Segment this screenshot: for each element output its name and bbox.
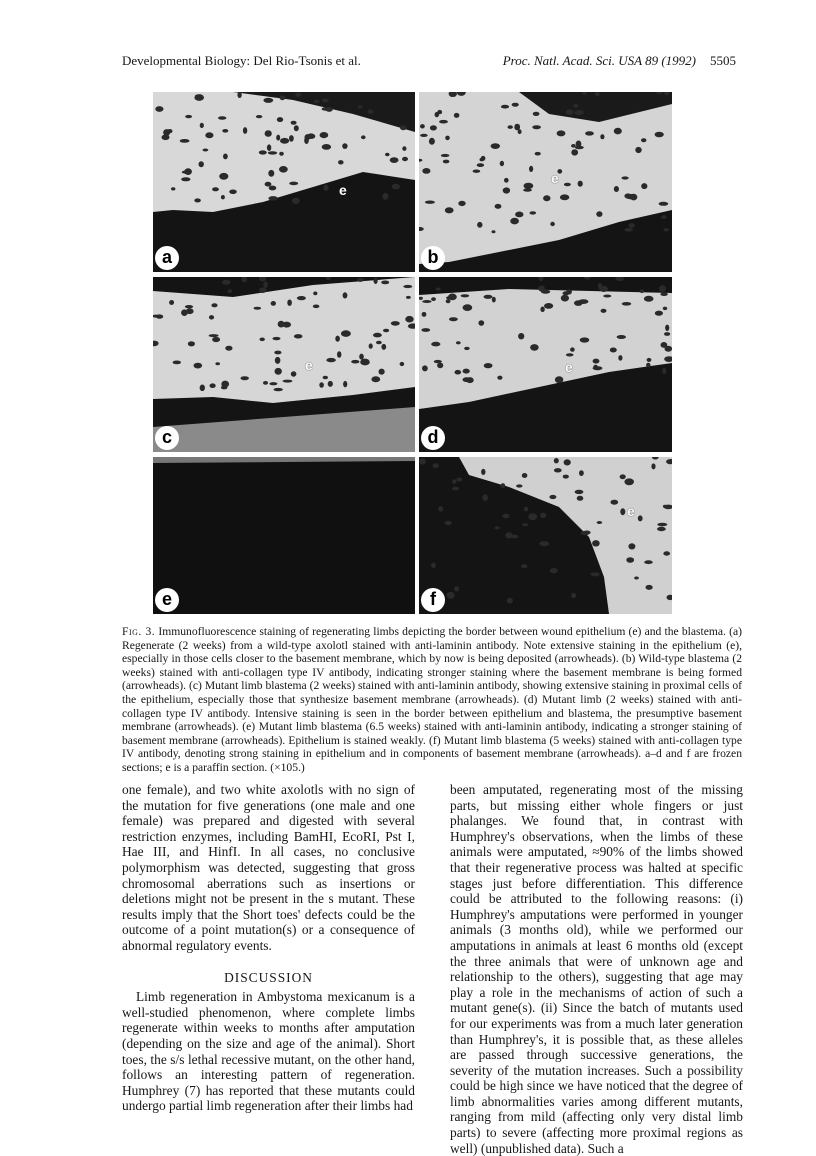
figure-panel-a: [153, 92, 415, 272]
panel-label-b: b: [421, 246, 445, 270]
figure-caption: [122, 625, 742, 775]
figure-panel-e: [153, 457, 415, 614]
left-column: [122, 782, 415, 1114]
epithelium-label-c: e: [305, 357, 313, 373]
panel-label-a: a: [155, 246, 179, 270]
running-header: [122, 53, 736, 71]
panel-label-e: e: [155, 588, 179, 612]
header-citation: [503, 53, 736, 69]
panel-label-c: c: [155, 426, 179, 450]
epithelium-label-b: e: [551, 170, 559, 186]
page-number: 5505: [710, 53, 736, 68]
figure-panel-f: [419, 457, 672, 614]
figure-panel-b: [419, 92, 672, 272]
micrograph-e: [153, 457, 415, 614]
micrograph-a: [153, 92, 415, 272]
panel-label-f: f: [421, 588, 445, 612]
header-journal: Proc. Natl. Acad. Sci. USA 89 (1992): [502, 53, 696, 68]
micrograph-c: [153, 277, 415, 452]
epithelium-label-f: e: [627, 503, 635, 519]
panel-label-d: d: [421, 426, 445, 450]
epithelium-label-d: e: [565, 359, 573, 375]
left-paragraph-1: one female), and two white axolotls with no sign of the mutation for five generations (one male and one female) was prepared and digested with several restriction enzymes, including BamHI, EcoRI, Pst I, Hae III, and HinfI. In all cases, no conclusive polymorphism was detected, suggesting that gross chromosomal aberrations such as insertions or deletions might not be present in the s mutant. These results imply that the Short toes' defects could be the outcome of a point mutation(s) or a consequence of abnormal regulatory events.: [122, 782, 415, 953]
right-paragraph-1: been amputated, regenerating most of the missing parts, but missing either whole fingers or just phalanges. We found that, in contrast with Humphrey's observations, when the limbs of these animals were amputated, ≈90% of the limbs showed that their regenerative process was halted at specific stages just before differentiation. This difference could be attributed to the following reasons: (i) Humphrey's amputations were performed in younger animals (3 months old), while we performed our amputations in animals at least 6 months old (except the three animals that were of unknown age and relationship to the others), suggesting that age may play a role in the mechanisms of action of such a mutant gene(s). (ii) Since the batch of mutants used for our experiments was from a much later generation than Humphrey's, it is possible that, as these alleles are passed through successive generations, the severity of the mutation increases. Such a possibility could be high since we have noticed that the degree of limb abnormalities varies among different mutants, ranging from mild (affecting only very distal limb parts) to severe (affecting more proximal regions as well) (unpublished data). Such a: [450, 782, 743, 1156]
micrograph-b: [419, 92, 672, 272]
figure-panel-d: [419, 277, 672, 452]
figure-panel-c: [153, 277, 415, 452]
micrograph-f: [419, 457, 672, 614]
epithelium-label-a: e: [339, 182, 347, 198]
header-journal-section: Developmental Biology: Del Rio-Tsonis et al.: [122, 53, 361, 68]
caption-text: Immunofluorescence staining of regenerating limbs depicting the border between wound epithelium (e) and the blastema. (a) Regenerate (2 weeks) from a wild-type axolotl stained with anti-laminin antibody. Note extensive staining in the epithelium (e), especially in those cells closer to the basement membrane, which by now is being deposited (arrowheads). (b) Wild-type blastema (2 weeks) stained with anti-collagen type IV antibody, indicating stronger staining where the basement membrane is being formed (arrowheads). (c) Mutant limb blastema (2 weeks) stained with anti-laminin antibody, showing extensive staining in proximal cells of the epithelium, especially those that synthesize basement membrane (arrowheads). (d) Mutant limb (2 weeks) stained with anti-collagen type IV antibody. Intensive staining is seen in the border between epithelium and blastema, the presumptive basement membrane (arrowheads). (e) Mutant limb blastema (6.5 weeks) stained with anti-laminin antibody, indicating a stronger staining of basement membrane (arrowheads). Epithelium is stained weakly. (f) Mutant limb blastema (5 weeks) stained with anti-collagen type IV antibody, denoting strong staining in epithelium and in components of basement membrane (arrowheads). a–d and f are frozen sections; e is a paraffin section. (×105.): [122, 625, 742, 774]
discussion-heading: DISCUSSION: [224, 969, 313, 985]
right-column: [450, 782, 743, 1156]
left-paragraph-2: Limb regeneration in Ambystoma mexicanum is a well-studied phenomenon, where complete limbs regenerate within weeks to months after amputation (depending on the size and age of the animal). Short toes, the s/s lethal recessive mutant, on the other hand, follows an interesting pattern of regeneration. Humphrey (7) has reported that these mutants could undergo partial limb regeneration after their limbs had: [122, 989, 415, 1114]
caption-label: Fig. 3.: [122, 625, 156, 638]
micrograph-d: [419, 277, 672, 452]
